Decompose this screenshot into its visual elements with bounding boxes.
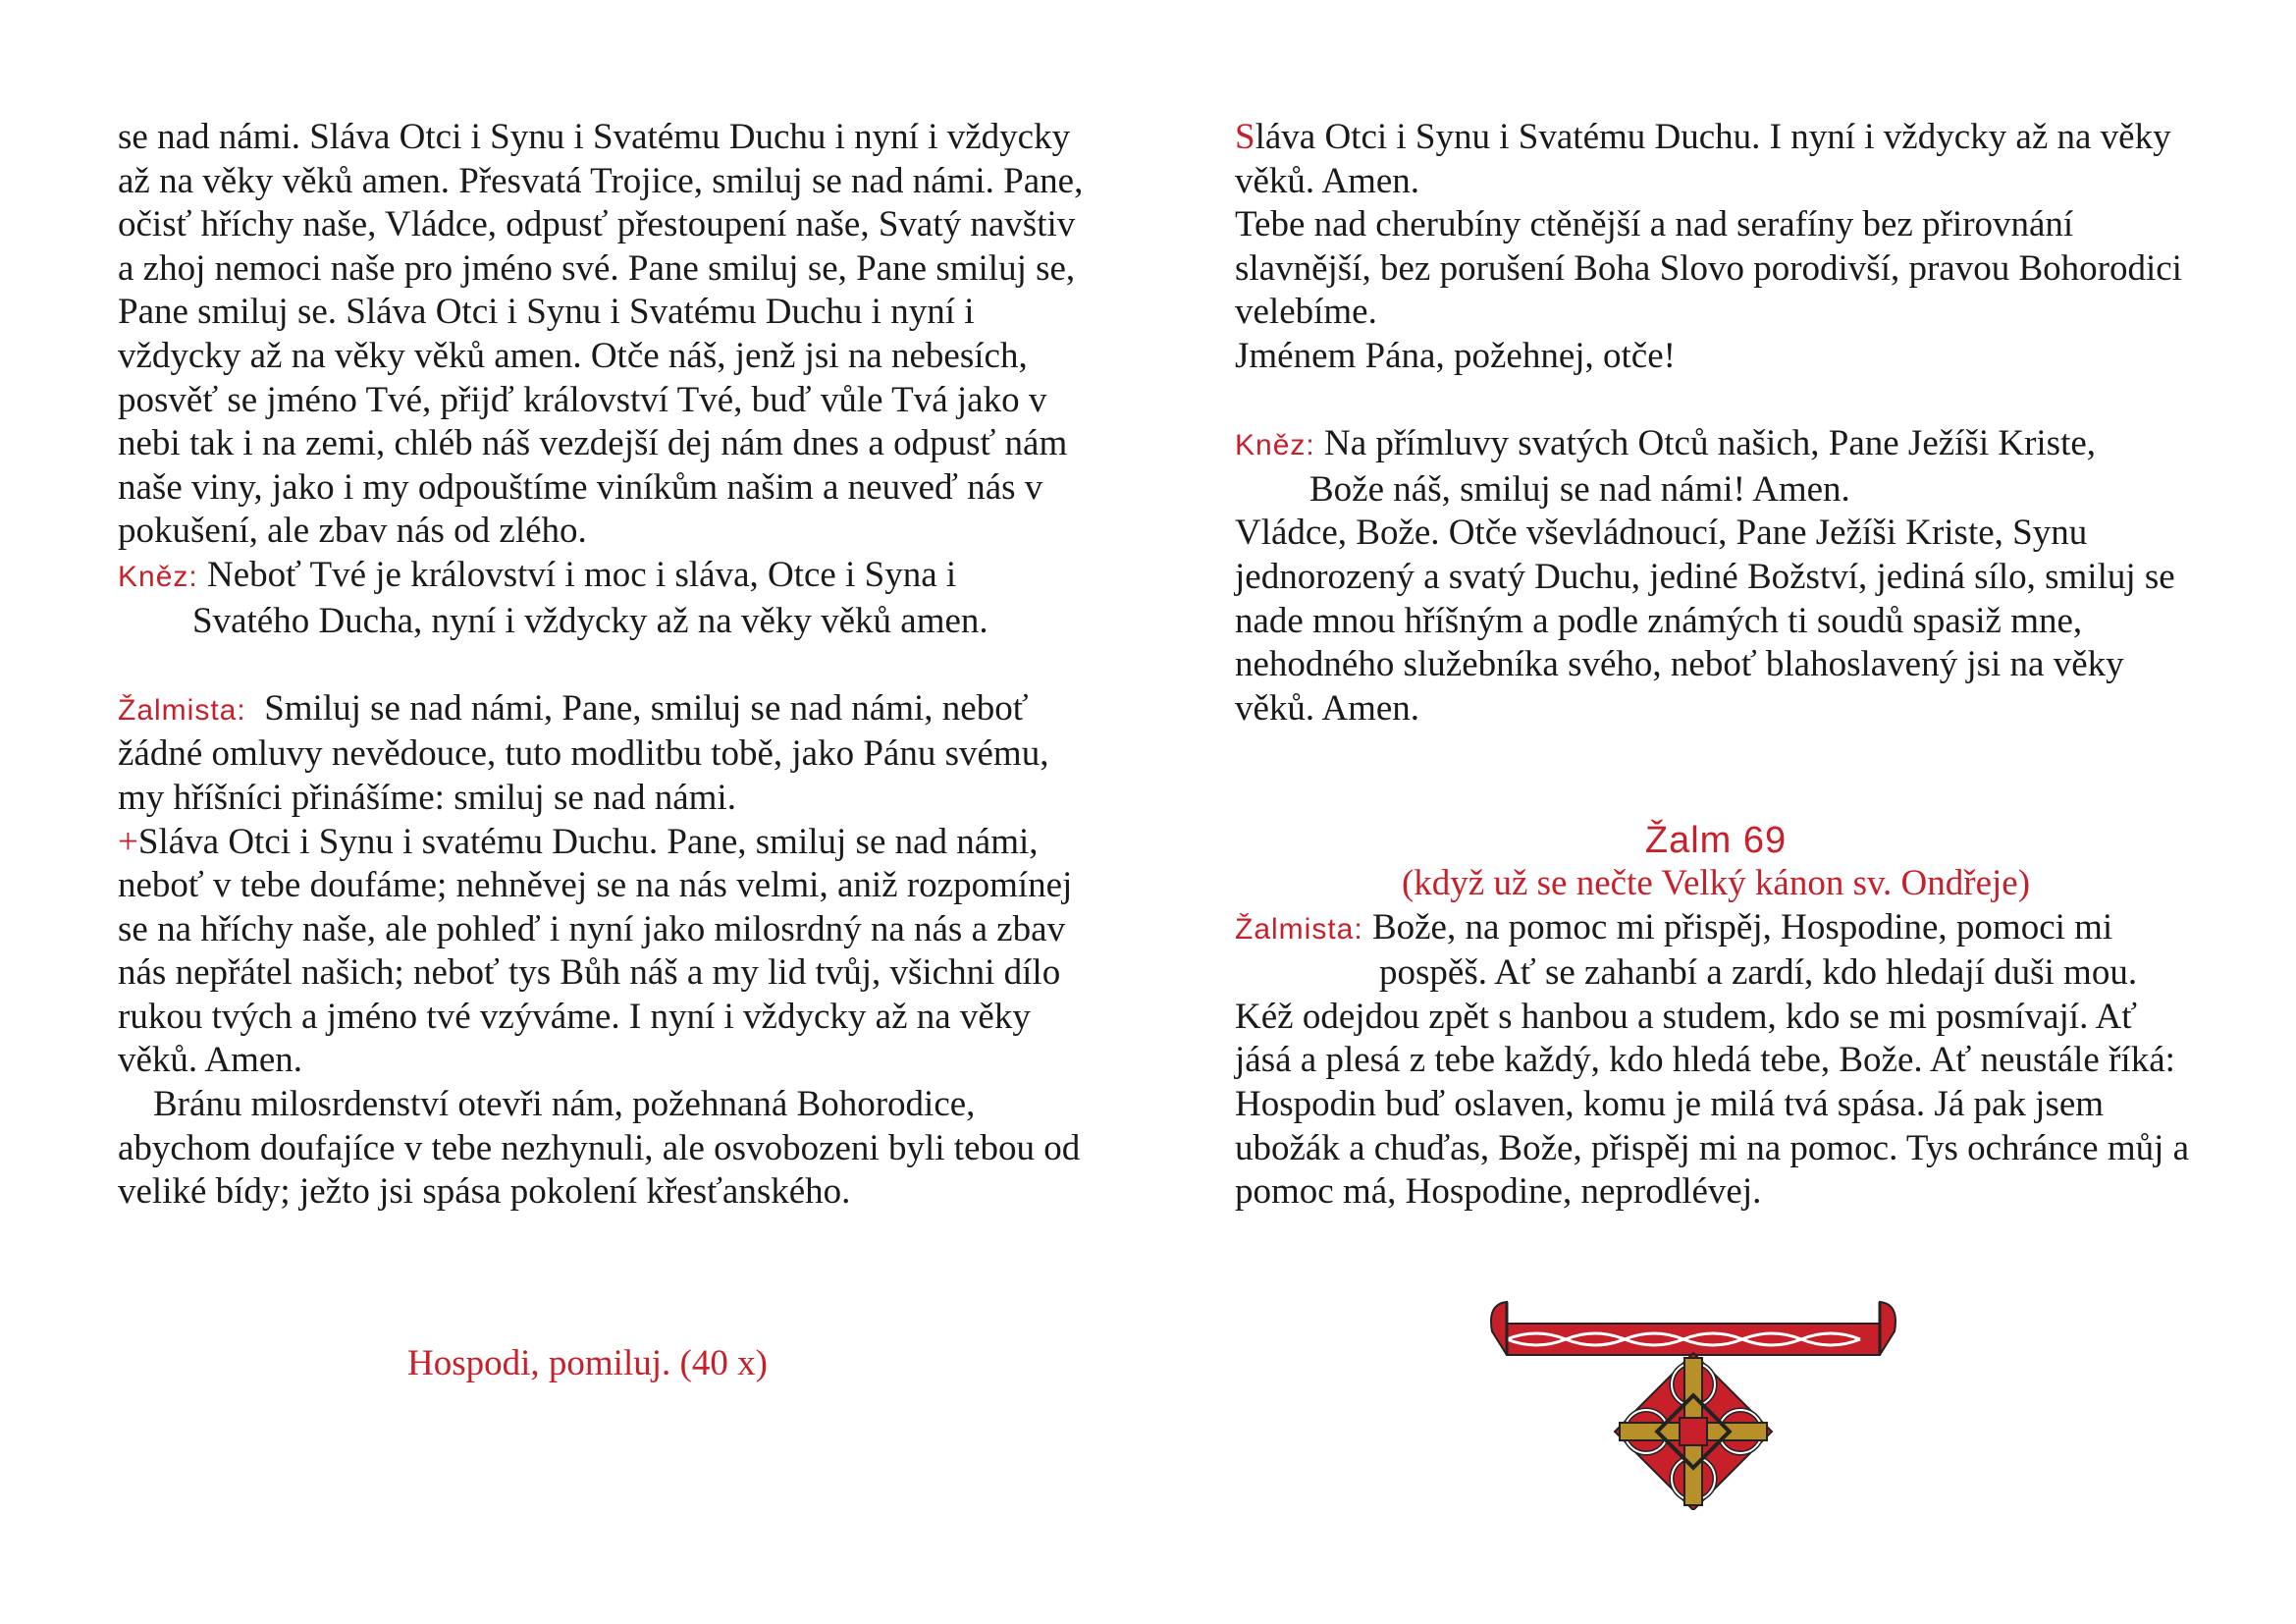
psalmist-paragraph	[118, 687, 1099, 821]
prayer-paragraph: se nad námi. Sláva Otci i Synu i Svatému Duchu i nyní i vždycky až na věky věků amen. Přesvatá Trojice, smiluj se nad námi. Pane, očisť hříchy naše, Vládce, odpusť přestoupení naše, Svatý navštiv a zhoj nemoci naše pro jméno své. Pane smiluj se, Pane smiluj se, Pane smiluj se. Sláva Otci i Synu i Svatému Duchu i nyní i vždycky až na věky věků amen. Otče náš, jenž jsi na nebesích, posvěť se jméno Tvé, přijď království Tvé, buď vůle Tvá jako v nebi tak i na zemi, chléb náš vezdejší dej nám dnes a odpusť nám naše viny, jako i my odpouštíme viníkům našim a neuveď nás v pokušení, ale zbav nás od zlého.	[118, 117, 1084, 552]
psalm-opening	[1235, 906, 2197, 952]
psalm-subtitle: (když už se nečte Velký kánon sv. Ondřeje)	[1401, 863, 2031, 904]
priest-label: Kněz:	[118, 560, 198, 593]
psalmist-label: Žalmista:	[118, 693, 246, 727]
priest-label: Kněz:	[1235, 429, 1315, 462]
priest-line-1: Neboť Tvé je království i moc i sláva, Otce i Syna i	[206, 554, 957, 595]
blessing-request: Jménem Pána, požehnej, otče!	[1235, 335, 1676, 376]
cross-icon: +	[118, 821, 138, 862]
glory-paragraph	[1235, 116, 2197, 203]
priest-line-2: Svatého Ducha, nyní i vždycky až na věky věků amen.	[192, 600, 988, 641]
priest-dismissal	[1235, 422, 2197, 468]
kyrie-instruction: Hospodi, pomiluj. (40 x)	[407, 1343, 768, 1383]
glory-text: Sláva Otci i Synu i svatému Duchu. Pane, smiluj se nad námi, neboť v tebe doufáme; nehněvej se na nás velmi, aniž rozpomínej se na hříchy naše, ale pohleď i nyní jako milosrdný na nás a zbav nás nepřátel našich; neboť tys Bůh náš a my lid tvůj, všichni dílo rukou tvých a jméno tvé vzýváme. I nyní i vždycky až na věky věků. Amen.	[118, 821, 1073, 1081]
priest-line-2: Bože náš, smiluj se nad námi! Amen.	[1309, 468, 1850, 510]
right-page-column	[1235, 116, 2197, 1215]
priest-line-1: Na přímluvy svatých Otců našich, Pane Ježíši Kriste,	[1323, 423, 2097, 464]
prayer-paragraph: Vládce, Bože. Otče vševládnoucí, Pane Ježíši Kriste, Synu jednorozený a svatý Duchu, jediné Božství, jediná sílo, smiluj se nade mnou hříšným a podle známých ti soudů spasiž mne, nehodného služebníka svého, neboť blahoslavený jsi na věky věků. Amen.	[1235, 513, 2175, 729]
theotokion-paragraph: Bránu milosrdenství otevři nám, požehnaná Bohorodice, abychom doufajíce v tebe nezhynuli, ale osvobozeni byli tebou od veliké bídy; ježto jsi spása pokolení křesťanského.	[118, 1084, 1081, 1213]
left-page-column	[118, 116, 1099, 1215]
glory-paragraph	[118, 821, 1099, 1084]
psalm-line-1: Bože, na pomoc mi přispěj, Hospodine, pomoci mi	[1371, 906, 2113, 947]
psalmist-label: Žalmista:	[1235, 912, 1363, 946]
glory-text: láva Otci i Synu i Svatému Duchu. I nyní i vždycky až na věky věků. Amen.	[1235, 117, 2171, 201]
psalm-title: Žalm 69	[1644, 819, 1788, 861]
celtic-knot-ornament-icon	[1477, 1294, 1909, 1510]
psalm-body: Kéž odejdou zpět s hanbou a studem, kdo se mi posmívají. Ať jásá a plesá z tebe každý, kdo hledá tebe, Bože. Ať neustále říká: Hospodin buď oslaven, komu je milá tvá spása. Já pak jsem ubožák a chuďas, Bože, přispěj mi na pomoc. Tys ochránce můj a pomoc má, Hospodine, neprodlévej.	[1235, 996, 2190, 1213]
drop-initial: S	[1235, 117, 1255, 157]
megalynarion-paragraph: Tebe nad cherubíny ctěnější a nad serafíny bez přirovnání slavnější, bez porušení Boha Slovo porodivší, pravou Bohorodici velebíme.	[1235, 204, 2182, 333]
psalmist-text: Smiluj se nad námi, Pane, smiluj se nad námi, neboť žádné omluvy nevědouce, tuto modlitbu tobě, jako Pánu svému, my hříšníci přinášíme: smiluj se nad námi.	[118, 687, 1049, 818]
priest-response	[118, 554, 1099, 600]
psalm-line-2: pospěš. Ať se zahanbí a zardí, kdo hledají duši mou.	[1379, 952, 2138, 994]
